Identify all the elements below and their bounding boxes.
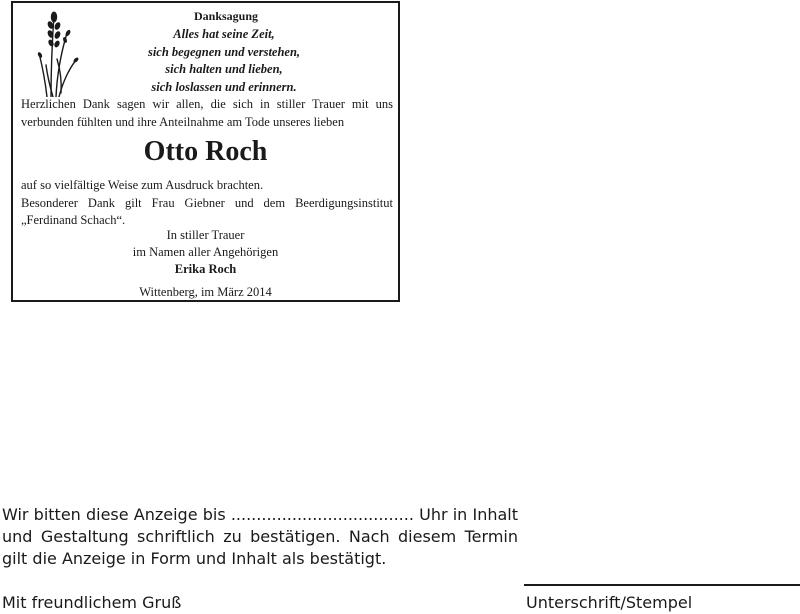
deceased-name: Otto Roch (143, 136, 268, 167)
signer-name: Erika Roch (174, 262, 237, 276)
verse-line: sich halten und lieben, (165, 62, 283, 76)
place-date: Wittenberg, im März 2014 (139, 285, 272, 299)
verse-line: sich loslassen und erinnern. (151, 79, 297, 94)
obituary-notice (11, 1, 400, 302)
signature-stamp-label: Unterschrift/Stempel (526, 593, 693, 612)
signature-line: In stiller Trauer (166, 228, 245, 242)
grass-plant-icon (37, 9, 79, 97)
notice-intro: Herzlichen Dank sagen wir allen, die sich in stiller Trauer mit uns verbunden fühlten und ihre Anteilnahme am Tode unseres lieben (21, 97, 393, 129)
verse-line: Alles hat seine Zeit, (173, 27, 275, 41)
notice-verse (113, 26, 335, 96)
verse-line: sich begegnen und verstehen, (147, 44, 301, 59)
signature-line: im Namen aller Angehörigen (132, 245, 279, 259)
notice-body (21, 177, 393, 230)
body-line: auf so vielfältige Weise zum Ausdruck brachten. (21, 178, 264, 192)
notice-heading: Danksagung (193, 9, 259, 23)
body-line: Besonderer Dank gilt Frau Giebner und dem Beerdigungsinstitut „Ferdinand Schach“. (21, 195, 393, 227)
signature-line-rule (524, 584, 800, 586)
notice-signature (13, 227, 398, 278)
approval-request: Wir bitten diese Anzeige bis .................................... Uhr in Inhalt und Gestaltung schriftlich zu bestätigen. Nach diesem Termin gilt die Anzeige in Form und Inhalt als bestätigt. (2, 505, 518, 568)
closing-greeting: Mit freundlichem Gruß (2, 593, 182, 612)
